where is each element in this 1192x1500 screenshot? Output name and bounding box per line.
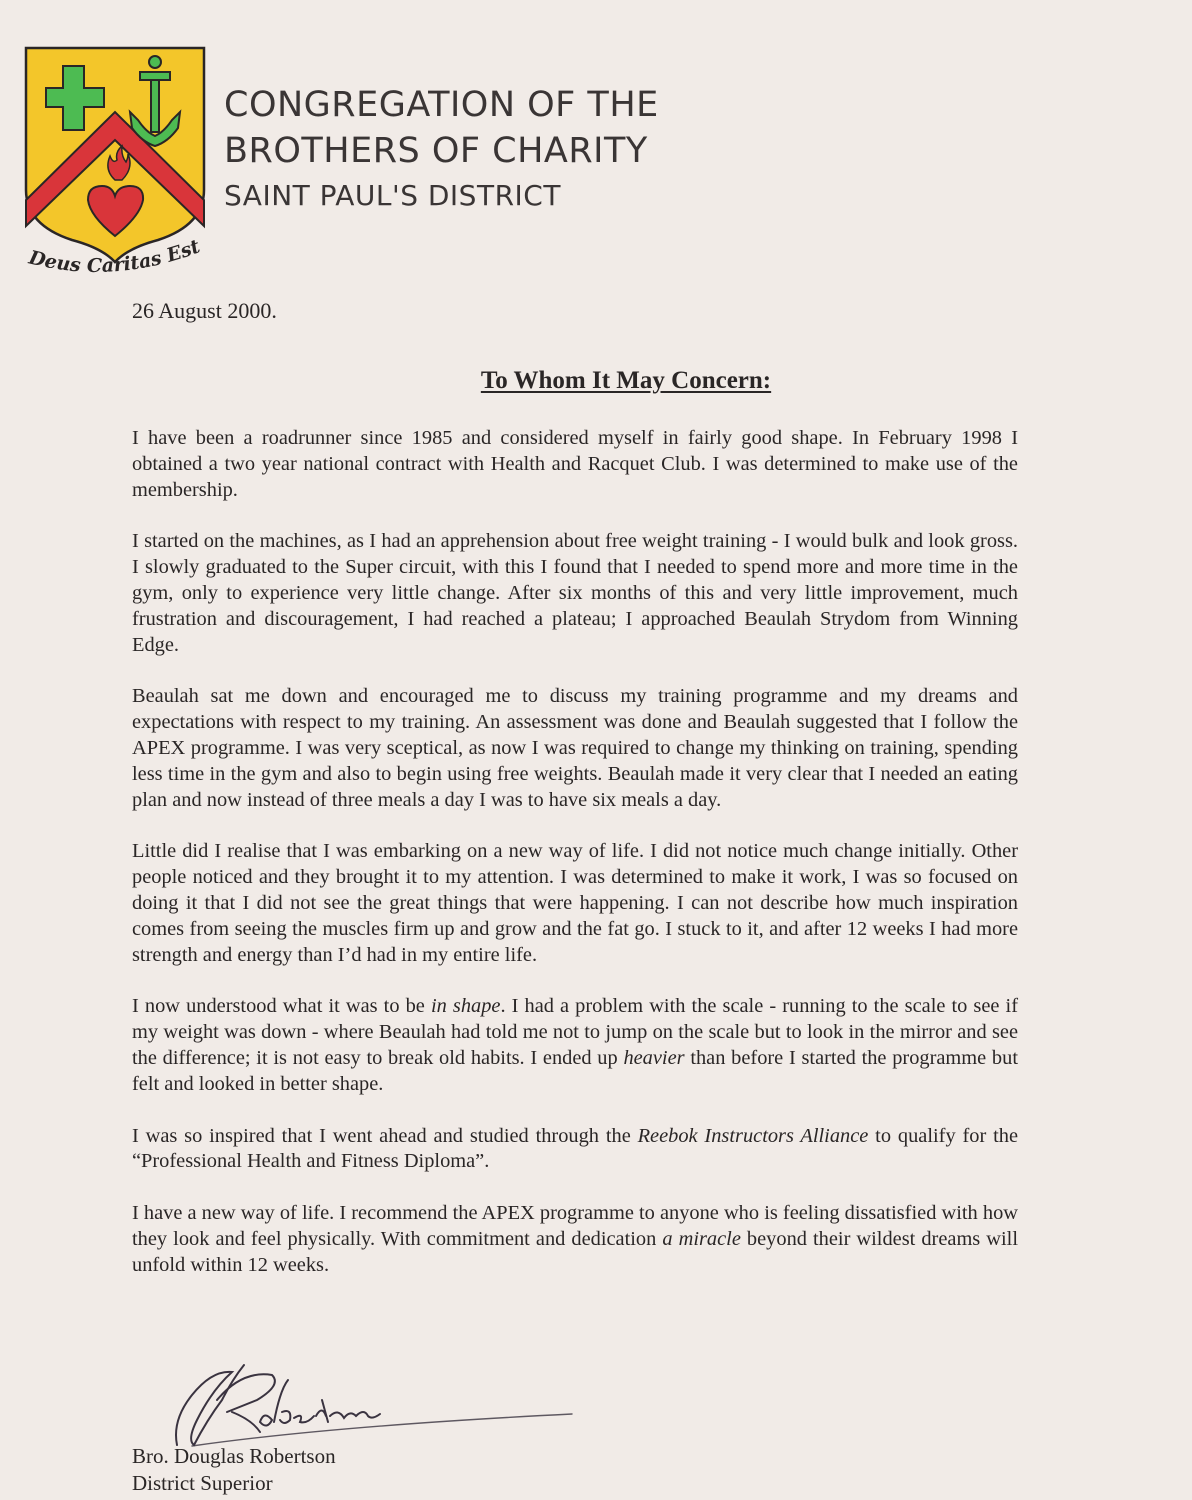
emphasized-text: Reebok Instructors Alliance (637, 1124, 869, 1147)
body-paragraph (132, 684, 1018, 813)
signatory-title: District Superior (132, 1471, 273, 1495)
letterhead-line-3: SAINT PAUL'S DISTRICT (224, 179, 561, 212)
body-paragraph (132, 1201, 1018, 1278)
paragraph-text: Little did I realise that I was embarking on a new way of life. I did not notice much change initially. Other people noticed and they brought it to my attention. I was determined to make it work, I was so focused on doing it that I did not see the great things that were happening. I can not describe how much inspiration comes from seeing the muscles firm up and grow and the fat go. I stuck to it, and after 12 weeks I had more strength and energy than I’d had in my entire life. (132, 840, 1018, 966)
letter-body (132, 426, 1018, 1305)
coat-of-arms-icon (18, 40, 218, 280)
letter-date: 26 August 2000. (132, 298, 277, 323)
emphasized-text: a miracle (662, 1227, 741, 1250)
paragraph-text: I started on the machines, as I had an apprehension about free weight training - I would bulk and look gross. I slowly graduated to the Super circuit, with this I found that I needed to spend more and more time in the gym, only to experience very little change. After six months of this and very little improvement, much frustration and discouragement, I had reached a plateau; I approached Beaulah Strydom from Winning Edge. (132, 530, 1018, 656)
paragraph-text: . I had a problem with the scale - running to the scale to see if my weight was down - where Beaulah had told me not to jump on the scale but to look in the mirror and see the difference; it is not easy to break old habits. I ended up (132, 995, 1019, 1069)
paragraph-text: to qualify for the “Professional Health and Fitness Diploma”. (132, 1124, 1018, 1173)
body-paragraph (132, 529, 1018, 658)
letterhead (224, 82, 659, 218)
motto: Deus Caritas Est (26, 235, 203, 277)
emphasized-text: in shape (430, 995, 501, 1018)
paragraph-text: Beaulah sat me down and encouraged me to discuss my training programme and my dreams and expectations with respect to my training. An assessment was done and Beaulah suggested that I follow the APEX programme. I was very sceptical, as now I was required to change my thinking on training, spending less time in the gym and also to begin using free weights. Beaulah made it very clear that I needed an eating plan and now instead of three meals a day I was to have six meals a day. (132, 685, 1018, 811)
paragraph-text: I was so inspired that I went ahead and studied through the (132, 1124, 638, 1147)
paragraph-text: I have a new way of life. I recommend the APEX programme to anyone who is feeling dissatisfied with how they look and feel physically. With commitment and dedication (132, 1202, 1018, 1250)
emphasized-text: heavier (623, 1046, 685, 1069)
body-paragraph (132, 839, 1018, 968)
paragraph-text: beyond their wildest dreams will unfold within 12 weeks. (132, 1227, 1019, 1276)
letter-heading: To Whom It May Concern: (480, 367, 772, 394)
body-paragraph (132, 1124, 1018, 1176)
paragraph-text: I have been a roadrunner since 1985 and considered myself in fairly good shape. In February 1998 I obtained a two year national contract with Health and Racquet Club. I was determined to make use of the membership. (132, 427, 1018, 501)
body-paragraph (132, 426, 1018, 503)
letterhead-line-2: BROTHERS OF CHARITY (224, 131, 648, 171)
signatory-name: Bro. Douglas Robertson (132, 1444, 336, 1468)
letterhead-line-1: CONGREGATION OF THE (224, 85, 659, 125)
handwritten-signature (132, 1350, 592, 1450)
paragraph-text: than before I started the programme but felt and looked in better shape. (132, 1046, 1018, 1095)
paragraph-text: I now understood what it was to be (132, 995, 431, 1018)
body-paragraph (132, 994, 1018, 1097)
